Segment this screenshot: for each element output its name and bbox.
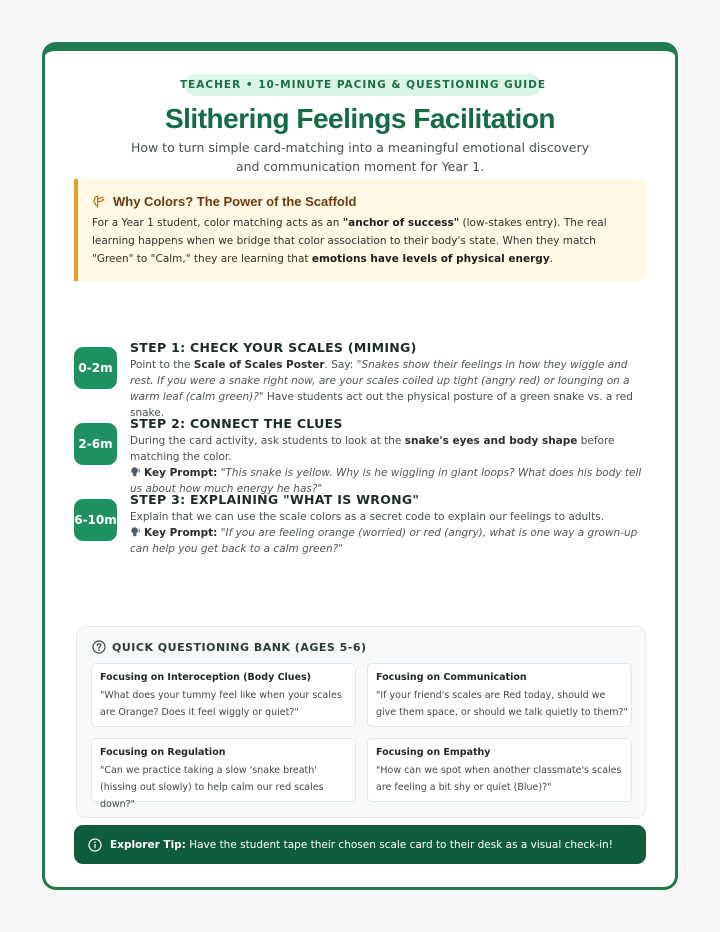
page-title: Slithering Feelings Facilitation (164, 103, 556, 134)
step-2-body: During the card activity, ask students to look at the snake's eyes and body shape before matching the color. Key Prompt: "This snake is yellow. Why is he wiggling in giant loops? What does his body tell us about how much energy he has?" (130, 435, 642, 495)
step-3-content (130, 491, 654, 557)
why-colors-header (92, 192, 633, 210)
question-card-title: Focusing on Interoception (Body Clues) (100, 672, 312, 683)
explorer-tip-banner (74, 825, 646, 864)
question-card-body: "If your friend's scales are Red today, should we give them space, or should we talk quietly to them?" (376, 690, 628, 718)
questioning-bank (76, 626, 646, 818)
guide-card (42, 42, 678, 890)
info-icon (88, 838, 102, 852)
speaking-head-icon (130, 526, 141, 537)
step-2-title: STEP 2: CONNECT THE CLUES (130, 416, 343, 431)
question-card-title: Focusing on Empathy (376, 747, 491, 758)
question-card-communication (367, 663, 632, 727)
step-3-time-tag: 6-10m (74, 499, 117, 541)
question-card-empathy (367, 738, 632, 802)
header-badge: TEACHER • 10-MINUTE PACING & QUESTIONING GUIDE (185, 74, 541, 96)
step-3-body: Explain that we can use the scale colors as a secret code to explain our feelings to adults. Key Prompt: "If you are feeling orange (worried) or red (angry), what is one way a grown-up can help you get back to a calm green?" (130, 511, 638, 555)
explorer-tip-text: Explorer Tip: Have the student tape their chosen scale card to their desk as a visual check-in! (110, 838, 613, 851)
why-colors-title: Why Colors? The Power of the Scaffold (113, 193, 357, 209)
why-colors-body: For a Year 1 student, color matching acts as an "anchor of success" (low-stakes entry). The real learning happens when we bridge that color association to their body's state. When they match "Green" to "Calm," they are learning that emotions have levels of physical energy. (92, 217, 607, 265)
questioning-bank-title: QUICK QUESTIONING BANK (AGES 5-6) (112, 640, 367, 654)
step-3-title: STEP 3: EXPLAINING "WHAT IS WRONG" (130, 492, 420, 507)
step-2-content (130, 415, 654, 497)
page-subtitle: How to turn simple card-matching into a meaningful emotional discovery and communication moment for Year 1. (130, 140, 590, 174)
question-card-interoception (91, 663, 356, 727)
why-colors-callout (74, 179, 647, 281)
speaking-head-icon (130, 466, 141, 477)
question-circle-icon (92, 640, 106, 654)
step-1-content (130, 339, 654, 421)
question-card-body: "What does your tummy feel like when your scales are Orange? Does it feel wiggly or quiet?" (100, 690, 342, 718)
step-1-time-tag: 0-2m (74, 347, 117, 389)
question-card-body: "Can we practice taking a slow 'snake breath' (hissing out slowly) to help calm our red scales down?" (100, 765, 324, 810)
question-card-title: Focusing on Communication (376, 672, 527, 683)
step-1-title: STEP 1: CHECK YOUR SCALES (MIMING) (130, 340, 417, 355)
step-2-time-tag: 2-6m (74, 423, 117, 465)
step-1-body: Point to the Scale of Scales Poster. Say: "Snakes show their feelings in how they wiggle and rest. If you were a snake right now, are your scales coiled up tight (angry red) or lounging on a warm leaf (calm green)?" Have students act out the physical posture of a green snake vs. a red snake. (130, 359, 633, 419)
question-card-regulation (91, 738, 356, 810)
brain-icon (92, 194, 107, 209)
question-card-body: "How can we spot when another classmate's scales are feeling a bit shy or quiet (Blue)?" (376, 765, 622, 793)
questioning-bank-header (92, 640, 367, 654)
question-card-title: Focusing on Regulation (100, 747, 226, 758)
